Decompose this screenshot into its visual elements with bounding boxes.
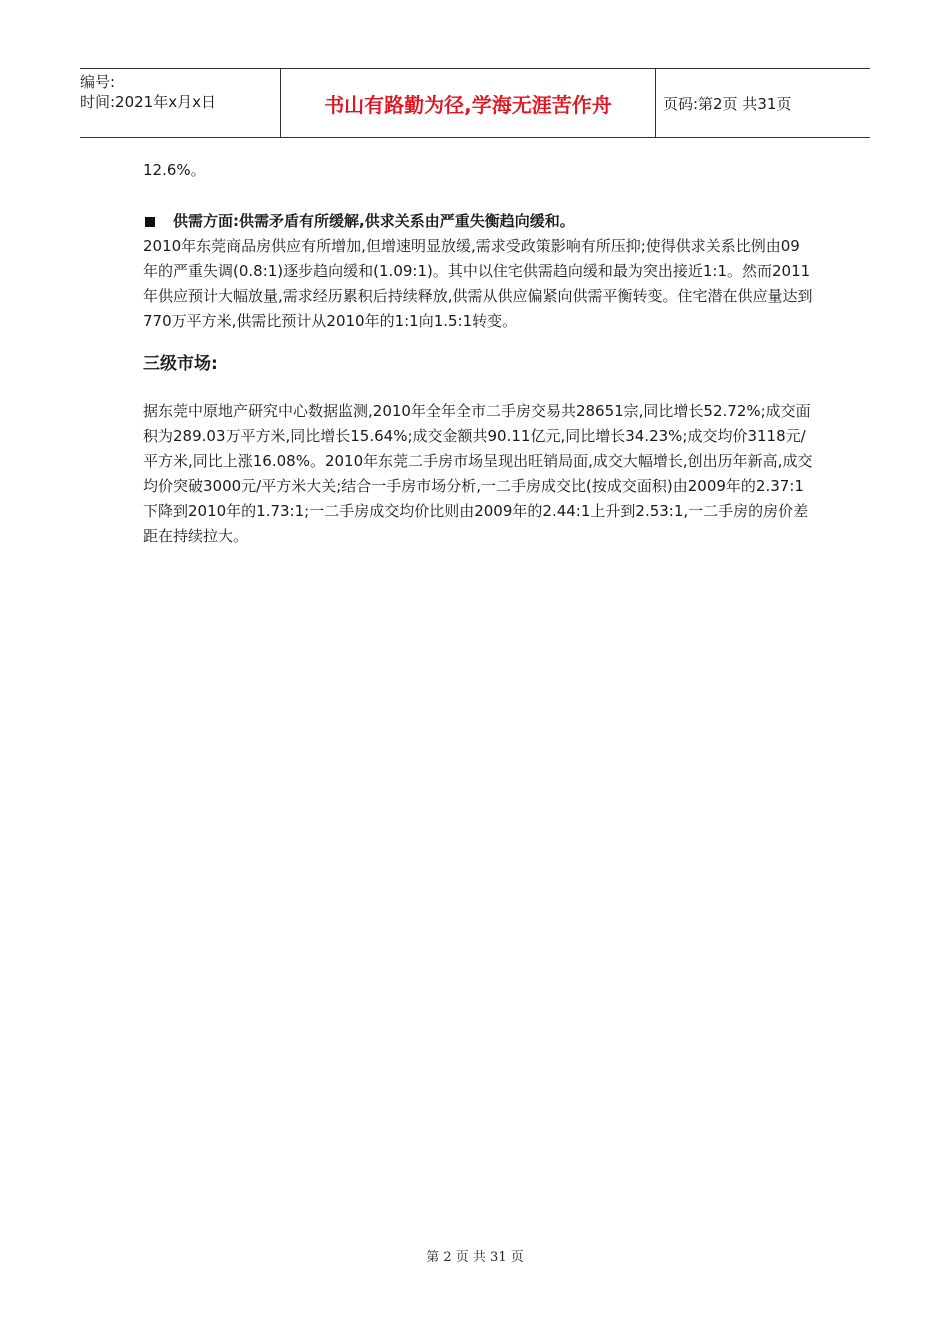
document-number-label: 编号: (80, 73, 116, 91)
supply-demand-heading-text: 供需方面:供需矛盾有所缓解,供求关系由严重失衡趋向缓和。 (173, 212, 575, 230)
document-body (143, 158, 813, 549)
header-page-info: 页码:第2页 共31页 (663, 94, 792, 113)
continuation-text: 12.6%。 (143, 161, 206, 179)
tertiary-market-paragraph: 据东莞中原地产研究中心数据监测,2010年全年全市二手房交易共28651宗,同比增长52.72%;成交面积为289.03万平方米,同比增长15.64%;成交金额共90.11亿元,同比增长34.23%;成交均价3118元/平方米,同比上涨16.08%。2010年东莞二手房市场呈现出旺销局面,成交大幅增长,创出历年新高,成交均价突破3000元/平方米大关;结合一手房市场分析,一二手房成交比(按成交面积)由2009年的2.37:1下降到2010年的1.73:1;一二手房成交均价比则由2009年的2.44:1上升到2.53:1,一二手房的房价差距在持续拉大。 (143, 402, 813, 545)
square-bullet-icon (145, 217, 155, 227)
header-meta (80, 69, 280, 140)
supply-demand-heading (143, 209, 813, 234)
supply-demand-paragraph: 2010年东莞商品房供应有所增加,但增速明显放缓,需求受政策影响有所压抑;使得供求关系比例由09年的严重失调(0.8:1)逐步趋向缓和(1.09:1)。其中以住宅供需趋向缓和最为突出接近1:1。然而2011年供应预计大幅放量,需求经历累积后持续释放,供需从供应偏紧向供需平衡转变。住宅潜在供应量达到770万平方米,供需比预计从2010年的1:1向1.5:1转变。 (143, 237, 813, 330)
document-date-label: 时间:2021年x月x日 (80, 93, 216, 111)
page-header (80, 68, 870, 138)
header-motto: 书山有路勤为径,学海无涯苦作舟 (280, 69, 656, 137)
page-footer: 第 2 页 共 31 页 (426, 1250, 524, 1265)
tertiary-market-title: 三级市场: (143, 354, 218, 374)
